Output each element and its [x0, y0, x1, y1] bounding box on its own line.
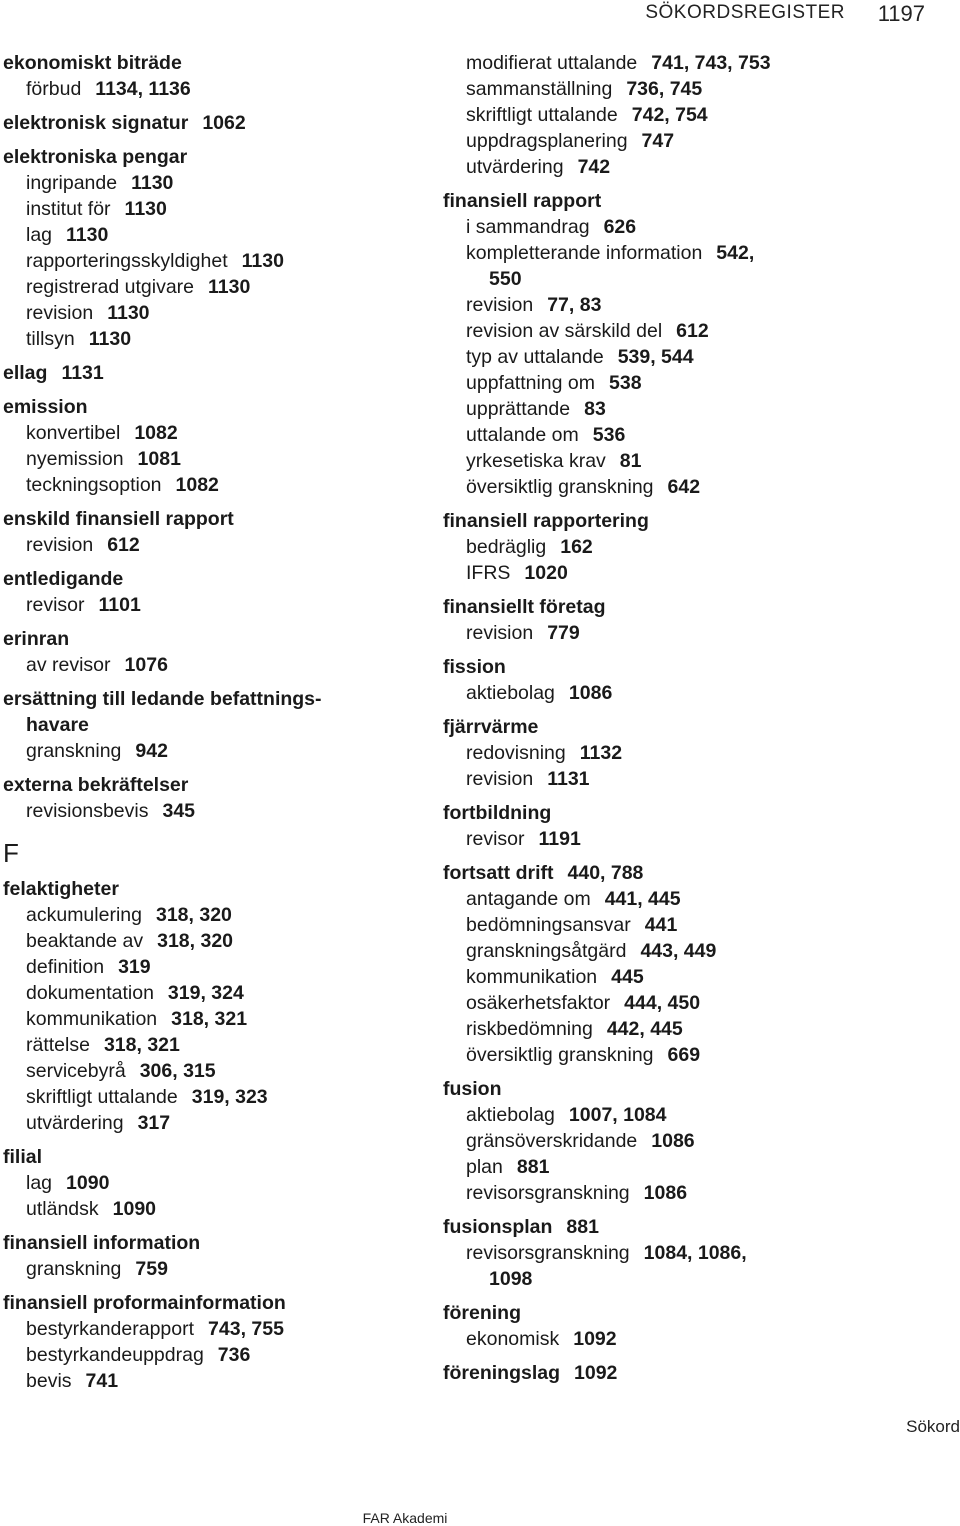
index-column-right	[443, 50, 873, 1386]
headword-text: entledigande	[3, 568, 124, 590]
index-subentry	[3, 472, 423, 498]
index-subentry	[3, 222, 423, 248]
index-subentry	[3, 738, 423, 764]
index-headword	[3, 110, 423, 136]
index-entry	[443, 594, 873, 646]
subentry-text: revision	[26, 302, 94, 324]
headword-text: fusion	[443, 1078, 502, 1100]
index-subentry	[3, 592, 423, 618]
subentry-text: nyemission	[26, 448, 124, 470]
page-reference: 612	[107, 534, 140, 556]
page-reference: 318, 321	[171, 1008, 248, 1030]
index-entry	[3, 506, 423, 558]
index-entry	[3, 772, 423, 824]
subentry-text: registrerad utgivare	[26, 276, 194, 298]
page-reference: 881	[566, 1216, 599, 1238]
page-reference: 741, 743, 753	[651, 52, 771, 74]
subentry-text: bedömningsansvar	[466, 914, 631, 936]
subentry-text: definition	[26, 956, 105, 978]
index-subentry	[443, 560, 873, 586]
subentry-text: tillsyn	[26, 328, 75, 350]
section-letter: F	[3, 838, 19, 868]
index-subentry	[3, 1256, 423, 1282]
subentry-text: kommunikation	[466, 966, 598, 988]
index-subentry	[443, 766, 873, 792]
index-headword	[443, 1300, 873, 1326]
index-subentry	[3, 798, 423, 824]
index-subentry	[443, 990, 873, 1016]
subentry-text: skriftligt uttalande	[26, 1086, 178, 1108]
page-reference: 442, 445	[606, 1018, 683, 1040]
page-reference: 1134, 1136	[95, 78, 191, 100]
page-reference: 1101	[98, 594, 141, 616]
index-subentry	[3, 980, 423, 1006]
index-subentry	[443, 240, 873, 292]
index-subentry	[3, 1368, 423, 1394]
index-subentry	[3, 420, 423, 446]
index-subentry	[3, 1058, 423, 1084]
page-reference: 1062	[202, 112, 246, 134]
page-reference: 441	[644, 914, 678, 936]
page-reference: 317	[137, 1112, 171, 1134]
subentry-text: ekonomisk	[466, 1328, 560, 1350]
subentry-text: översiktlig granskning	[466, 476, 654, 498]
index-subentry	[443, 128, 873, 154]
subentry-text: ingripande	[26, 172, 118, 194]
index-entry	[3, 360, 423, 386]
page-reference: 445	[611, 966, 644, 988]
page-reference: 542,	[716, 242, 755, 264]
subentry-text: av revisor	[26, 654, 111, 676]
subentry-text: institut för	[26, 198, 111, 220]
page-reference: 318, 320	[157, 930, 234, 952]
index-subentry	[443, 826, 873, 852]
index-entry	[3, 1230, 423, 1282]
headword-text: fortbildning	[443, 802, 552, 824]
index-entry	[443, 508, 873, 586]
page-reference-continuation: 1098	[489, 1268, 533, 1290]
page-reference: 736	[217, 1344, 251, 1366]
index-subentry	[443, 214, 873, 240]
index-subentry	[443, 740, 873, 766]
index-subentry	[443, 886, 873, 912]
index-entry	[443, 800, 873, 852]
headword-text: erinran	[3, 628, 70, 650]
index-entry	[443, 1300, 873, 1352]
page-reference: 1092	[574, 1362, 618, 1384]
page-reference: 1076	[124, 654, 168, 676]
index-subentry	[443, 1180, 873, 1206]
page-reference: 1130	[88, 328, 132, 350]
page-reference: 83	[584, 398, 606, 420]
page-reference: 318, 321	[103, 1034, 180, 1056]
headword-text: emission	[3, 396, 88, 418]
headword-text: enskild finansiell rapport	[3, 508, 234, 530]
page-reference: 1130	[107, 302, 150, 324]
page-reference: 440, 788	[567, 862, 644, 884]
page-reference: 779	[547, 622, 580, 644]
index-headword	[443, 654, 873, 680]
index-subentry	[443, 344, 873, 370]
page-reference: 1130	[241, 250, 284, 272]
index-entry	[3, 1144, 423, 1222]
subentry-text: teckningsoption	[26, 474, 162, 496]
subentry-text: förbud	[26, 78, 82, 100]
headword-continuation: havare	[26, 714, 89, 736]
subentry-text: typ av uttalande	[466, 346, 604, 368]
page-reference: 1086	[568, 682, 613, 704]
index-entry	[3, 686, 423, 764]
index-subentry	[443, 620, 873, 646]
page-reference: 1131	[61, 362, 104, 384]
index-entry	[443, 1360, 873, 1386]
index-entry	[443, 860, 873, 1068]
index-subentry	[443, 318, 873, 344]
page-reference: 642	[667, 476, 701, 498]
page-reference: 319, 323	[191, 1086, 268, 1108]
index-headword	[443, 800, 873, 826]
subentry-text: rapporteringsskyldighet	[26, 250, 228, 272]
headword-text: ekonomiskt biträde	[3, 52, 182, 74]
subentry-text: aktiebolag	[466, 1104, 555, 1126]
subentry-text: utländsk	[26, 1198, 99, 1220]
page-reference: 1191	[538, 828, 581, 850]
index-headword	[443, 508, 873, 534]
subentry-text: granskning	[26, 740, 122, 762]
page-reference: 319, 324	[167, 982, 244, 1004]
page-reference: 1081	[137, 448, 181, 470]
subentry-text: bevis	[26, 1370, 72, 1392]
index-subentry	[443, 964, 873, 990]
page-reference: 1130	[66, 224, 109, 246]
subentry-text: granskningsåtgärd	[466, 940, 627, 962]
headword-text: fortsatt drift	[443, 862, 554, 884]
subentry-text: ackumulering	[26, 904, 142, 926]
subentry-text: revisorsgranskning	[466, 1242, 630, 1264]
index-subentry	[3, 902, 423, 928]
subentry-text: revision	[466, 294, 534, 316]
index-headword	[3, 772, 423, 798]
page-reference: 306, 315	[139, 1060, 216, 1082]
subentry-text: revisor	[466, 828, 525, 850]
subentry-text: lag	[26, 1172, 53, 1194]
page-reference: 741	[85, 1370, 119, 1392]
page-reference: 626	[603, 216, 637, 238]
subentry-text: bestyrkandeuppdrag	[26, 1344, 204, 1366]
index-subentry	[443, 474, 873, 500]
page-reference: 319	[118, 956, 151, 978]
page-reference: 162	[560, 536, 593, 558]
index-headword	[443, 1076, 873, 1102]
footer-publisher: FAR Akademi	[362, 1510, 448, 1526]
headword-text: elektroniska pengar	[3, 146, 188, 168]
subentry-text: beaktande av	[26, 930, 144, 952]
subentry-text: servicebyrå	[26, 1060, 126, 1082]
index-subentry	[3, 1006, 423, 1032]
index-subentry	[443, 1128, 873, 1154]
headword-text: externa bekräftelser	[3, 774, 189, 796]
index-headword	[443, 594, 873, 620]
page-reference: 538	[609, 372, 642, 394]
subentry-text: lag	[26, 224, 53, 246]
page-reference: 345	[162, 800, 196, 822]
index-subentry	[443, 1102, 873, 1128]
index-headword	[3, 1144, 423, 1170]
page-reference: 759	[135, 1258, 168, 1280]
index-subentry	[443, 680, 873, 706]
index-entry	[3, 50, 423, 102]
subentry-text: revision	[466, 622, 534, 644]
headword-text: finansiell rapportering	[443, 510, 649, 532]
page-reference: 536	[592, 424, 626, 446]
page-reference: 1130	[124, 198, 167, 220]
headword-text: filial	[3, 1146, 43, 1168]
index-entry	[443, 1214, 873, 1292]
index-headword	[3, 626, 423, 652]
subentry-text: upprättande	[466, 398, 571, 420]
index-entry	[3, 394, 423, 498]
index-headword	[3, 1290, 423, 1316]
index-subentry	[443, 396, 873, 422]
headword-text: förening	[443, 1302, 521, 1324]
subentry-text: revision	[26, 534, 94, 556]
subentry-text: uppdragsplanering	[466, 130, 628, 152]
index-subentry	[443, 938, 873, 964]
page-reference: 1082	[175, 474, 219, 496]
index-headword	[443, 1360, 873, 1386]
subentry-text: yrkesetiska krav	[466, 450, 606, 472]
headword-text: ersättning till ledande befattnings-	[3, 688, 322, 710]
index-entry	[443, 50, 873, 180]
index-headword	[443, 714, 873, 740]
subentry-text: bestyrkanderapport	[26, 1318, 195, 1340]
subentry-text: riskbedömning	[466, 1018, 593, 1040]
subentry-text: revisorsgranskning	[466, 1182, 630, 1204]
index-subentry	[3, 274, 423, 300]
index-headword	[3, 566, 423, 592]
index-entry	[3, 876, 423, 1136]
page-reference: 742	[577, 156, 611, 178]
subentry-text: modifierat uttalande	[466, 52, 638, 74]
index-headword	[3, 144, 423, 170]
index-subentry	[443, 50, 873, 76]
side-tab-label: Sökord	[906, 1417, 960, 1436]
index-entry	[443, 188, 873, 500]
index-entry	[443, 654, 873, 706]
subentry-text: utvärdering	[26, 1112, 124, 1134]
headword-text: felaktigheter	[3, 878, 119, 900]
headword-text: fusionsplan	[443, 1216, 553, 1238]
page-number: 1197	[877, 1, 925, 26]
index-subentry	[443, 448, 873, 474]
index-subentry	[443, 422, 873, 448]
index-subentry	[3, 652, 423, 678]
headword-text: finansiell rapport	[443, 190, 602, 212]
page-reference: 1082	[134, 422, 178, 444]
page-reference: 736, 745	[626, 78, 703, 100]
index-entry	[3, 110, 423, 136]
subentry-text: dokumentation	[26, 982, 154, 1004]
index-subentry	[443, 1154, 873, 1180]
subentry-text: sammanställning	[466, 78, 613, 100]
index-subentry	[3, 446, 423, 472]
subentry-text: granskning	[26, 1258, 122, 1280]
page-reference: 539, 544	[617, 346, 694, 368]
index-headword	[443, 860, 873, 886]
page-reference: 1130	[131, 172, 174, 194]
index-subentry	[3, 1084, 423, 1110]
page-reference: 669	[667, 1044, 701, 1066]
subentry-text: plan	[466, 1156, 503, 1178]
index-subentry	[3, 196, 423, 222]
index-subentry	[443, 1326, 873, 1352]
index-headword	[3, 876, 423, 902]
page-reference: 1020	[524, 562, 568, 584]
page-reference: 881	[516, 1156, 550, 1178]
index-subentry	[443, 76, 873, 102]
index-subentry	[443, 154, 873, 180]
page-reference: 77, 83	[547, 294, 602, 316]
page-reference: 443, 449	[640, 940, 717, 962]
index-entry	[3, 144, 423, 352]
index-subentry	[3, 532, 423, 558]
subentry-text: gränsöverskridande	[466, 1130, 638, 1152]
index-subentry	[443, 370, 873, 396]
headword-text: finansiell information	[3, 1232, 201, 1254]
index-headword	[3, 506, 423, 532]
index-headword	[3, 394, 423, 420]
index-subentry	[3, 928, 423, 954]
index-subentry	[3, 1196, 423, 1222]
index-headword	[3, 1230, 423, 1256]
subentry-text: IFRS	[466, 562, 511, 584]
index-subentry	[443, 1042, 873, 1068]
headword-text: fission	[443, 656, 506, 678]
subentry-text: rättelse	[26, 1034, 90, 1056]
page-reference: 743, 755	[208, 1318, 284, 1340]
subentry-text: redovisning	[466, 742, 566, 764]
subentry-text: revision av särskild del	[466, 320, 663, 342]
page-reference: 1131	[547, 768, 590, 790]
index-headword	[443, 188, 873, 214]
index-subentry	[3, 170, 423, 196]
page-reference: 742, 754	[631, 104, 708, 126]
subentry-text: skriftligt uttalande	[466, 104, 618, 126]
subentry-text: antagande om	[466, 888, 591, 910]
subentry-text: revision	[466, 768, 534, 790]
headword-text: finansiellt företag	[443, 596, 606, 618]
subentry-text: översiktlig granskning	[466, 1044, 654, 1066]
page-reference: 1092	[573, 1328, 617, 1350]
headword-text: finansiell proformainformation	[3, 1292, 286, 1314]
page-reference: 1130	[208, 276, 251, 298]
subentry-text: revisor	[26, 594, 85, 616]
index-subentry	[3, 1342, 423, 1368]
index-subentry	[443, 1240, 873, 1292]
index-entry	[3, 626, 423, 678]
index-subentry	[3, 300, 423, 326]
index-subentry	[3, 248, 423, 274]
subentry-text: kompletterande information	[466, 242, 703, 264]
headword-text: ellag	[3, 362, 48, 384]
page-reference: 81	[619, 450, 642, 472]
index-entry	[3, 1290, 423, 1394]
page-reference: 318, 320	[155, 904, 232, 926]
subentry-text: i sammandrag	[466, 216, 590, 238]
index-headword	[3, 360, 423, 386]
index-subentry	[3, 1032, 423, 1058]
subentry-text: revisionsbevis	[26, 800, 149, 822]
index-subentry	[3, 954, 423, 980]
running-header: SÖKORDSREGISTER	[645, 2, 845, 23]
index-subentry	[443, 912, 873, 938]
page-reference: 747	[641, 130, 675, 152]
page-reference: 1086	[643, 1182, 688, 1204]
subentry-text: aktiebolag	[466, 682, 555, 704]
page-reference: 441, 445	[604, 888, 681, 910]
index-entry	[443, 1076, 873, 1206]
page-reference: 1132	[579, 742, 623, 764]
headword-text: fjärrvärme	[443, 716, 539, 738]
subentry-text: konvertibel	[26, 422, 121, 444]
index-subentry	[3, 1316, 423, 1342]
subentry-text: osäkerhetsfaktor	[466, 992, 611, 1014]
index-headword	[3, 50, 423, 76]
index-subentry	[3, 1110, 423, 1136]
index-subentry	[3, 76, 423, 102]
index-subentry	[443, 534, 873, 560]
index-subentry	[3, 326, 423, 352]
index-headword	[443, 1214, 873, 1240]
subentry-text: bedräglig	[466, 536, 547, 558]
page-reference: 1086	[651, 1130, 695, 1152]
index-subentry	[3, 1170, 423, 1196]
index-headword	[3, 686, 423, 712]
subentry-text: uppfattning om	[466, 372, 596, 394]
index-entry	[3, 566, 423, 618]
headword-text: elektronisk signatur	[3, 112, 189, 134]
subentry-text: kommunikation	[26, 1008, 158, 1030]
index-subentry	[443, 292, 873, 318]
index-subentry	[443, 102, 873, 128]
index-column-left	[3, 50, 423, 1394]
subentry-text: utvärdering	[466, 156, 564, 178]
page-reference: 1007, 1084	[568, 1104, 667, 1126]
page-reference: 612	[676, 320, 709, 342]
index-entry	[443, 714, 873, 792]
subentry-text: uttalande om	[466, 424, 579, 446]
page-reference-continuation: 550	[489, 268, 522, 290]
page-reference: 1090	[66, 1172, 110, 1194]
page-reference: 444, 450	[624, 992, 701, 1014]
page-reference: 942	[135, 740, 168, 762]
page-reference: 1090	[112, 1198, 157, 1220]
index-subentry	[443, 1016, 873, 1042]
page-reference: 1084, 1086,	[643, 1242, 747, 1264]
headword-text: föreningslag	[443, 1362, 561, 1384]
